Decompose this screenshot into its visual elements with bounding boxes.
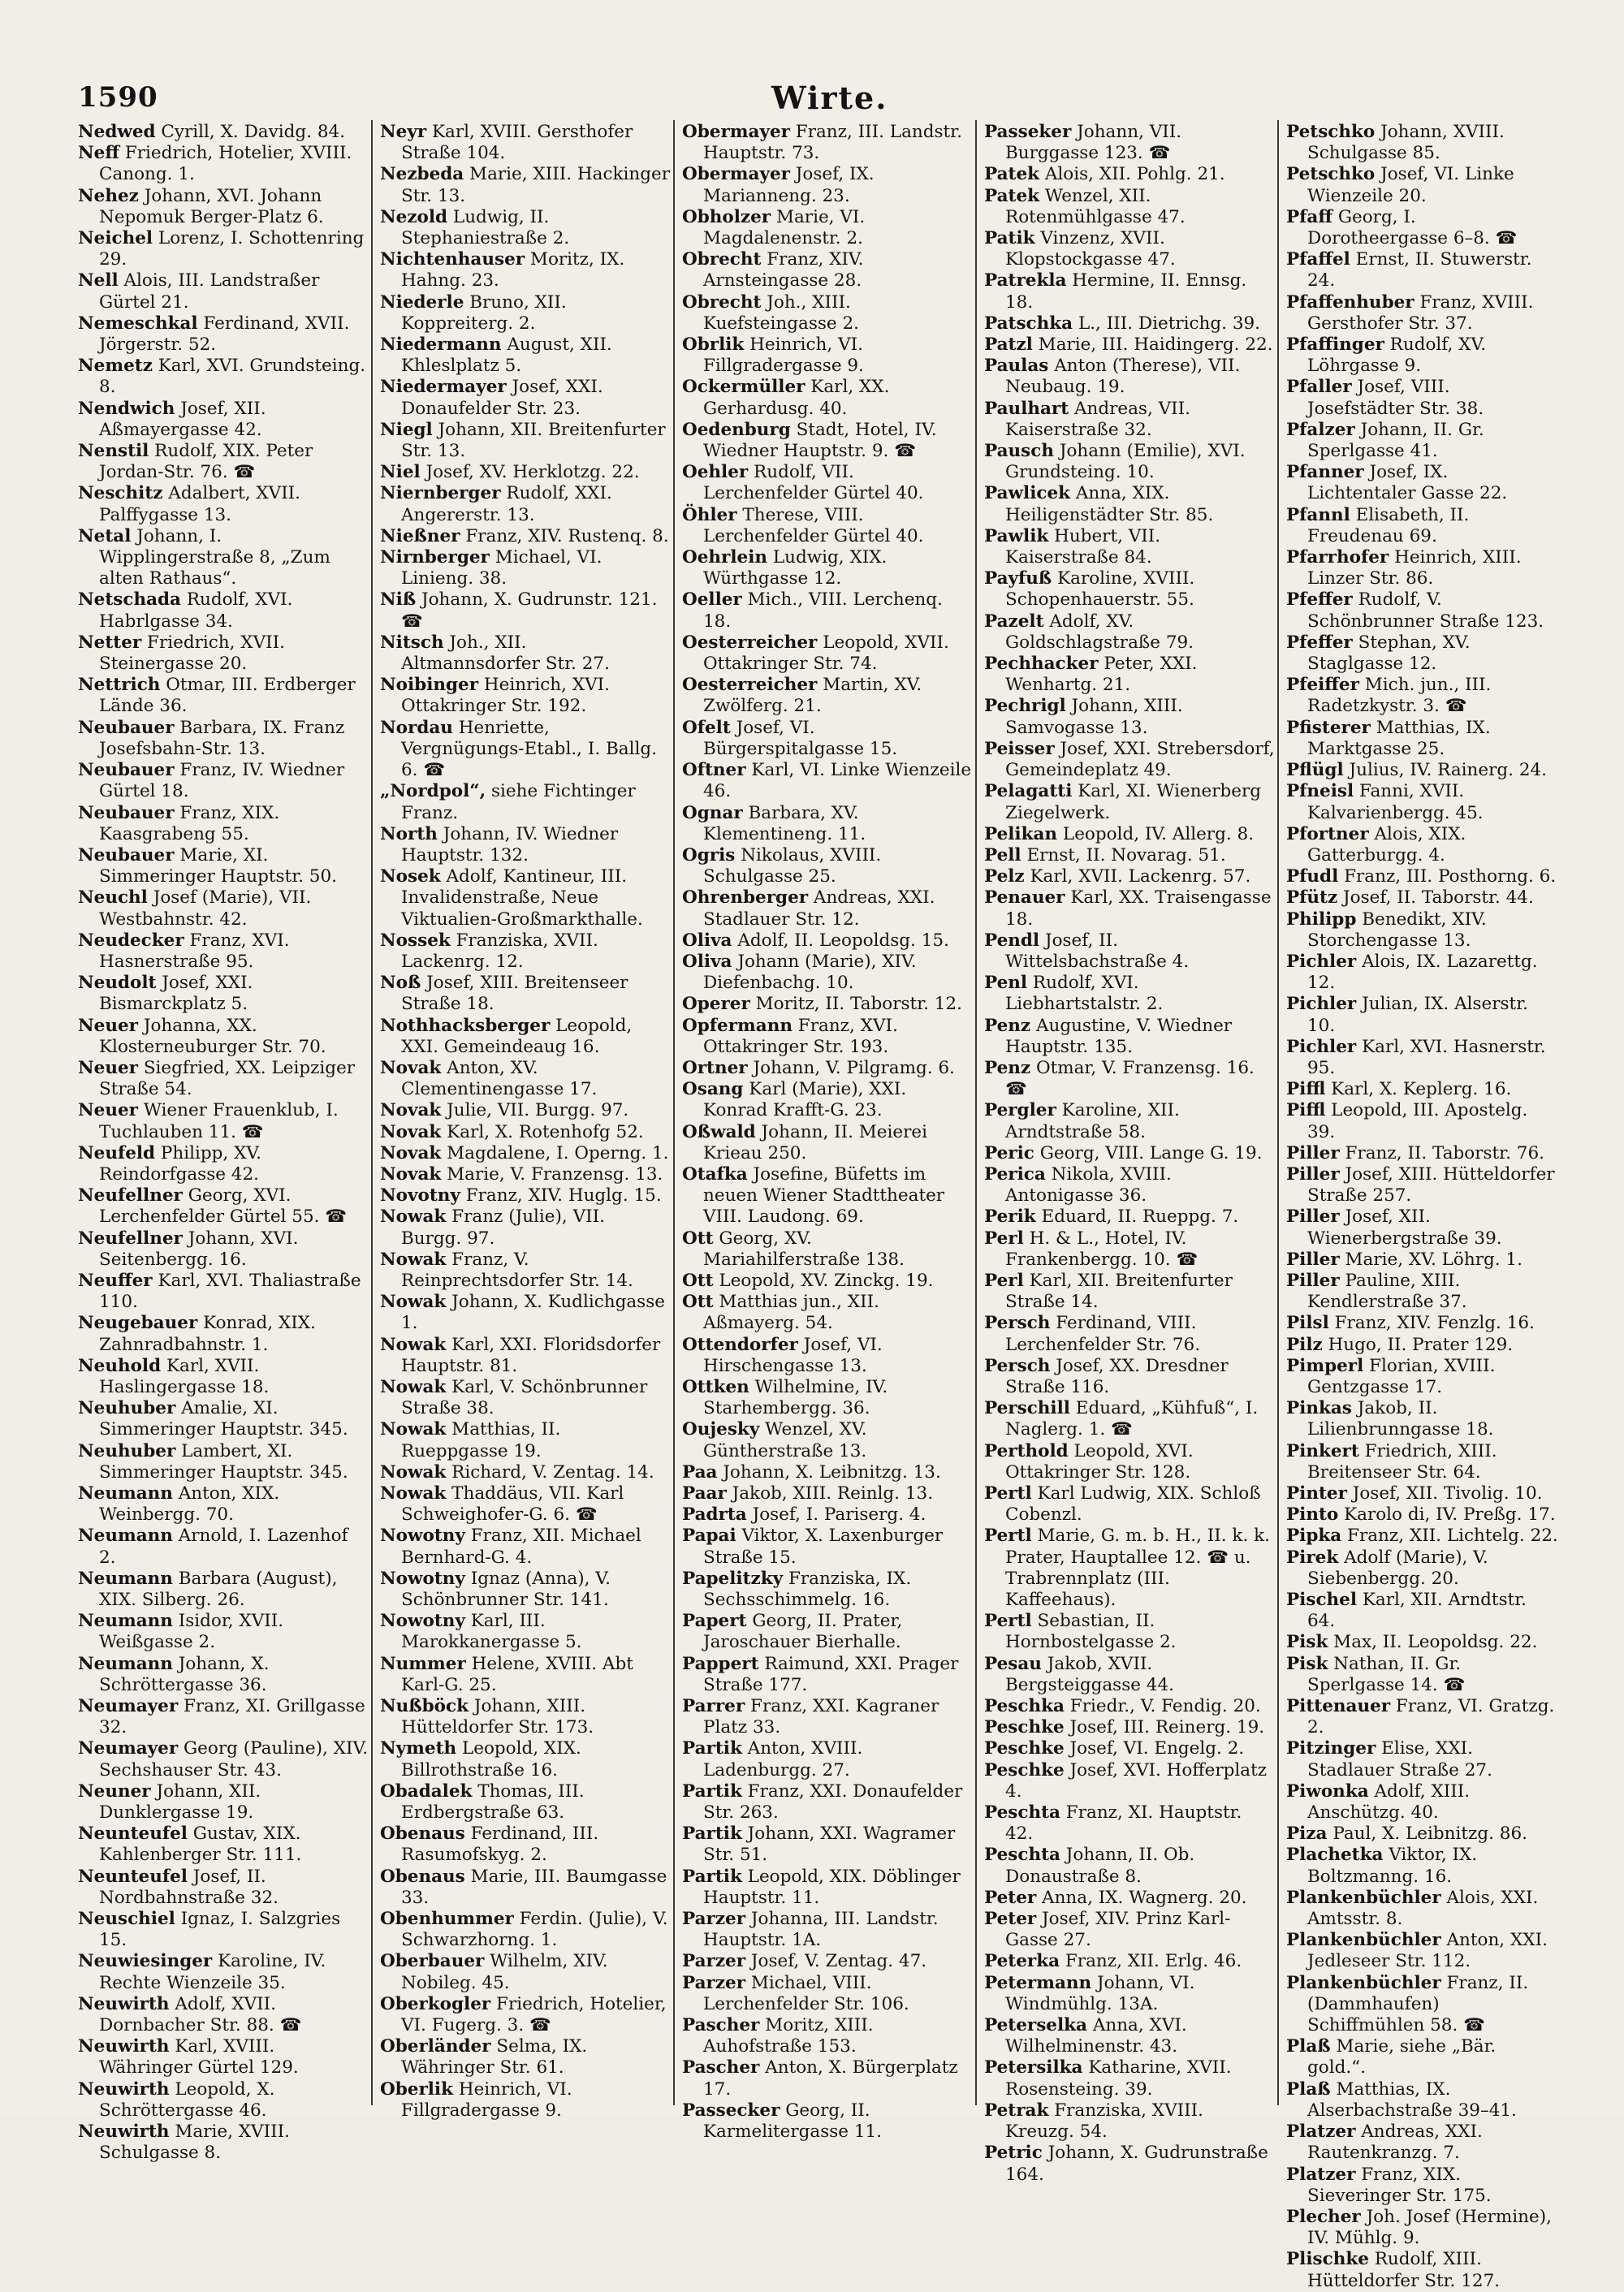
directory-entry: Plecher Joh. Josef (Hermine), IV. Mühlg. 9.	[1286, 2206, 1552, 2249]
directory-entry: Plaß Matthias, IX. Alserbachstraße 39–41.	[1286, 2078, 1517, 2121]
directory-entry: Niedermann August, XII. Khleslplatz 5.	[380, 335, 612, 377]
directory-column-4	[984, 122, 1275, 2185]
directory-entry: Oehrlein Ludwig, XIX. Würthgasse 12.	[682, 547, 888, 589]
directory-entry: Piller Josef, XIII. Hütteldorfer Straße 257.	[1286, 1163, 1555, 1206]
directory-entry: Perthold Leopold, XVI. Ottakringer Str. 128.	[984, 1440, 1194, 1483]
directory-entry: Peschta Franz, XI. Hauptstr. 42.	[984, 1802, 1242, 1845]
directory-entry: Passecker Georg, II. Karmelitergasse 11.	[682, 2100, 883, 2143]
directory-entry: Oberkogler Friedrich, Hotelier, VI. Fugerg. 3. ☎	[380, 1993, 667, 2036]
directory-entry: Pflügl Julius, IV. Rainerg. 24.	[1286, 760, 1548, 781]
directory-entry: Pfütz Josef, II. Taborstr. 44.	[1286, 887, 1534, 909]
directory-entry: Nowotny Franz, XII. Michael Bernhard-G. 4.	[380, 1526, 641, 1568]
directory-entry: Persch Ferdinand, VIII. Lerchenfelder Str. 76.	[984, 1313, 1201, 1355]
directory-entry: Ottken Wilhelmine, IV. Starhembergg. 36.	[682, 1376, 888, 1419]
directory-entry: Pelagatti Karl, XI. Wienerberg Ziegelwerk.	[984, 781, 1262, 823]
directory-entry: Niederle Bruno, XII. Koppreiterg. 2.	[380, 291, 567, 334]
directory-entry: Nendwich Josef, XII. Aßmayergasse 42.	[78, 398, 266, 440]
directory-entry: Pfudl Franz, III. Posthorng. 6.	[1286, 866, 1557, 887]
directory-entry: Neugebauer Konrad, XIX. Zahnradbahnstr. 1.	[78, 1313, 316, 1355]
directory-entry: Petric Johann, X. Gudrunstraße 164.	[984, 2143, 1268, 2185]
directory-entry: Parzer Josef, V. Zentag. 47.	[682, 1951, 927, 1972]
directory-entry: Plankenbüchler Franz, II. (Dammhaufen) Schiffmühlen 58. ☎	[1286, 1972, 1529, 2036]
directory-entry: Operer Moritz, II. Taborstr. 12.	[682, 994, 962, 1015]
directory-entry: Nehez Johann, XVI. Johann Nepomuk Berger-Platz 6.	[78, 185, 324, 227]
directory-entry: Novak Marie, V. Franzensg. 13.	[380, 1163, 663, 1185]
directory-entry: Perica Nikola, XVIII. Antonigasse 36.	[984, 1163, 1172, 1206]
directory-entry: Nießner Franz, XIV. Rustenq. 8.	[380, 525, 669, 546]
directory-entry: Oßwald Johann, II. Meierei Krieau 250.	[682, 1121, 927, 1163]
directory-entry: Passeker Johann, VII. Burggasse 123. ☎	[984, 122, 1182, 164]
directory-entry: Oberlik Heinrich, VI. Fillgradergasse 9.	[380, 2078, 572, 2121]
directory-entry: Nezold Ludwig, II. Stephaniestraße 2.	[380, 206, 570, 249]
directory-entry: Neunteufel Gustav, XIX. Kahlenberger Str. 111.	[78, 1824, 302, 1866]
directory-entry: Neumann Arnold, I. Lazenhof 2.	[78, 1526, 348, 1568]
directory-entry: Neuer Wiener Frauenklub, I. Tuchlauben 11. ☎	[78, 1100, 339, 1142]
directory-entry: Pilsl Franz, XIV. Fenzlg. 16.	[1286, 1313, 1535, 1334]
directory-column-3	[682, 122, 973, 2143]
directory-entry: Peschke Josef, III. Reinerg. 19.	[984, 1717, 1265, 1738]
directory-entry: Ofelt Josef, VI. Bürgerspitalgasse 15.	[682, 717, 898, 759]
directory-entry: Neubauer Barbara, IX. Franz Josefsbahn-Str. 13.	[78, 717, 345, 759]
directory-entry: Neuhold Karl, XVII. Haslingergasse 18.	[78, 1355, 270, 1397]
directory-entry: Pertl Marie, G. m. b. H., II. k. k. Prater, Hauptallee 12. ☎ u. Trabrennplatz (III. Kaffeehaus).	[984, 1526, 1270, 1611]
directory-entry: Pfaffinger Rudolf, XV. Löhrgasse 9.	[1286, 335, 1487, 377]
page-number: 1590	[78, 81, 158, 114]
directory-entry: Novak Anton, XV. Clementinengasse 17.	[380, 1057, 598, 1100]
directory-entry: Neuner Johann, XII. Dunklergasse 19.	[78, 1781, 261, 1824]
directory-entry: Papelitzky Franziska, IX. Sechsschimmelg. 16.	[682, 1568, 912, 1611]
directory-entry: Peric Georg, VIII. Lange G. 19.	[984, 1142, 1263, 1163]
directory-entry: Parrer Franz, XXI. Kagraner Platz 33.	[682, 1696, 939, 1738]
directory-entry: Pischel Karl, XII. Arndtstr. 64.	[1286, 1590, 1527, 1632]
directory-entry: Pechrigl Johann, XIII. Samvogasse 13.	[984, 696, 1183, 738]
directory-entry: Nowak Matthias, II. Rueppgasse 19.	[380, 1419, 561, 1461]
directory-entry: Pechhacker Peter, XXI. Wenhartg. 21.	[984, 654, 1198, 696]
directory-column-5	[1286, 122, 1559, 2291]
directory-entry: Petschko Johann, XVIII. Schulgasse 85.	[1286, 122, 1505, 164]
directory-entry: Pfannl Elisabeth, II. Freudenau 69.	[1286, 504, 1470, 546]
directory-entry: Neuchl Josef (Marie), VII. Westbahnstr. 42.	[78, 887, 312, 930]
directory-entry: Netal Johann, I. Wipplingerstraße 8, „Zum alten Rathaus“.	[78, 525, 330, 589]
directory-entry: Osang Karl (Marie), XXI. Konrad Krafft-G. 23.	[682, 1079, 907, 1121]
directory-entry: Neichel Lorenz, I. Schottenring 29.	[78, 228, 365, 270]
directory-entry: Pfisterer Matthias, IX. Marktgasse 25.	[1286, 717, 1491, 759]
directory-entry: Nowak Franz (Julie), VII. Burgg. 97.	[380, 1206, 605, 1249]
directory-entry: Pelikan Leopold, IV. Allerg. 8.	[984, 823, 1255, 844]
directory-entry: Nettrich Otmar, III. Erdberger Lände 36.	[78, 675, 356, 717]
directory-entry: Pilz Hugo, II. Prater 129.	[1286, 1334, 1514, 1355]
directory-entry: Partik Franz, XXI. Donaufelder Str. 263.	[682, 1781, 963, 1824]
directory-entry: Piza Paul, X. Leibnitzg. 86.	[1286, 1824, 1527, 1845]
directory-entry: Neudolt Josef, XXI. Bismarckplatz 5.	[78, 973, 253, 1015]
directory-column-2	[380, 122, 671, 2121]
directory-entry: Pascher Anton, X. Bürgerplatz 17.	[682, 2057, 958, 2100]
directory-entry: Peschka Friedr., V. Fendig. 20.	[984, 1696, 1261, 1717]
directory-entry: Paulhart Andreas, VII. Kaiserstraße 32.	[984, 398, 1190, 440]
directory-entry: Pfeffer Stephan, XV. Staglgasse 12.	[1286, 632, 1471, 675]
directory-entry: Oliva Johann (Marie), XIV. Diefenbachg. 10.	[682, 951, 917, 994]
directory-entry: Neuhuber Amalie, XI. Simmeringer Hauptstr. 345.	[78, 1398, 348, 1440]
directory-entry: Pelz Karl, XVII. Lackenrg. 57.	[984, 866, 1251, 887]
directory-entry: Pinkert Friedrich, XIII. Breitenseer Str. 64.	[1286, 1440, 1497, 1483]
directory-entry: Pinkas Jakob, II. Lilienbrunngasse 18.	[1286, 1398, 1494, 1440]
directory-entry: Penl Rudolf, XVI. Liebhartstalstr. 2.	[984, 973, 1164, 1015]
directory-entry: Neuwirth Leopold, X. Schröttergasse 46.	[78, 2078, 275, 2121]
directory-entry: Ott Leopold, XV. Zinckg. 19.	[682, 1270, 934, 1291]
directory-entry: Obenaus Marie, III. Baumgasse 33.	[380, 1866, 667, 1908]
directory-entry: Partik Anton, XVIII. Ladenburgg. 27.	[682, 1738, 863, 1781]
directory-entry: Niernberger Rudolf, XXI. Angererstr. 13.	[380, 483, 612, 525]
directory-entry: Neff Friedrich, Hotelier, XVIII. Canong. 1.	[78, 143, 352, 185]
directory-entry: Pitzinger Elise, XXI. Stadlauer Straße 27.	[1286, 1738, 1492, 1781]
directory-entry: Perl Karl, XII. Breitenfurter Straße 14.	[984, 1270, 1233, 1313]
directory-entry: Plaß Marie, siehe „Bär. gold.“.	[1286, 2036, 1497, 2078]
directory-entry: Neuhuber Lambert, XI. Simmeringer Hauptstr. 345.	[78, 1440, 348, 1483]
directory-entry: Obholzer Marie, VI. Magdalenenstr. 2.	[682, 206, 866, 249]
directory-entry: Ockermüller Karl, XX. Gerhardusg. 40.	[682, 377, 890, 419]
directory-entry: Pfneisl Fanni, XVII. Kalvarienbergg. 45.	[1286, 781, 1484, 823]
directory-entry: Niß Johann, X. Gudrunstr. 121. ☎	[380, 589, 658, 632]
directory-entry: Patik Vinzenz, XVII. Klopstockgasse 47.	[984, 228, 1176, 270]
directory-entry: Petschko Josef, VI. Linke Wienzeile 20.	[1286, 164, 1514, 206]
directory-entry: Oftner Karl, VI. Linke Wienzeile 46.	[682, 760, 972, 802]
directory-entry: Papert Georg, II. Prater, Jaroschauer Bierhalle.	[682, 1611, 903, 1653]
directory-entry: Netschada Rudolf, XVI. Habrlgasse 34.	[78, 589, 293, 632]
directory-entry: Nenstil Rudolf, XIX. Peter Jordan-Str. 76. ☎	[78, 441, 313, 483]
column-rule	[371, 120, 373, 2105]
directory-entry: Pfeiffer Mich. jun., III. Radetzkystr. 3. ☎	[1286, 675, 1492, 717]
directory-entry: Nordau Henriette, Vergnügungs-Etabl., I. Ballg. 6. ☎	[380, 717, 657, 781]
directory-entry: Obadalek Thomas, III. Erdbergstraße 63.	[380, 1781, 585, 1824]
directory-entry: Parzer Johanna, III. Landstr. Hauptstr. 1A.	[682, 1909, 939, 1951]
directory-entry: Nowak Thaddäus, VII. Karl Schweighofer-G. 6. ☎	[380, 1483, 624, 1526]
directory-entry: Pirek Adolf (Marie), V. Siebenbergg. 20.	[1286, 1547, 1488, 1589]
directory-entry: Peterka Franz, XII. Erlg. 46.	[984, 1951, 1242, 1972]
directory-entry: Öhler Therese, VIII. Lerchenfelder Gürtel 40.	[682, 504, 924, 546]
directory-entry: Oliva Adolf, II. Leopoldsg. 15.	[682, 930, 949, 951]
directory-entry: Pawlicek Anna, XIX. Heiligenstädter Str. 85.	[984, 483, 1214, 525]
directory-entry: Pisk Nathan, II. Gr. Sperlgasse 14. ☎	[1286, 1653, 1466, 1695]
directory-entry: Petrak Franziska, XVIII. Kreuzg. 54.	[984, 2100, 1203, 2143]
directory-entry: Pertl Karl Ludwig, XIX. Schloß Cobenzl.	[984, 1483, 1261, 1526]
directory-entry: Pertl Sebastian, II. Hornbostelgasse 2.	[984, 1611, 1177, 1653]
directory-entry: Nowak Karl, V. Schönbrunner Straße 38.	[380, 1376, 648, 1419]
directory-entry: Novak Karl, X. Rotenhofg 52.	[380, 1121, 644, 1142]
directory-entry: Oesterreicher Martin, XV. Zwölferg. 21.	[682, 675, 922, 717]
directory-entry: Neuwirth Adolf, XVII. Dornbacher Str. 88. ☎	[78, 1993, 302, 2036]
directory-column-1	[78, 122, 369, 2164]
directory-entry: Nemetz Karl, XVI. Grundsteing. 8.	[78, 356, 366, 398]
directory-entry: Nowak Richard, V. Zentag. 14.	[380, 1461, 654, 1483]
directory-entry: Novotny Franz, XIV. Huglg. 15.	[380, 1185, 662, 1206]
directory-entry: Obrecht Franz, XIV. Arnsteingasse 28.	[682, 249, 864, 291]
directory-entry: Neufellner Johann, XVI. Seitenbergg. 16.	[78, 1228, 299, 1270]
directory-entry: Penz Augustine, V. Wiedner Hauptstr. 135.	[984, 1015, 1233, 1057]
directory-entry: Parzer Michael, VIII. Lerchenfelder Str. 106.	[682, 1972, 909, 2014]
directory-entry: Pinter Josef, XII. Tivolig. 10.	[1286, 1483, 1543, 1504]
directory-entry: Obermayer Josef, IX. Marianneng. 23.	[682, 164, 875, 206]
directory-entry: Nowak Franz, V. Reinprechtsdorfer Str. 14.	[380, 1249, 633, 1291]
directory-entry: Papai Viktor, X. Laxenburger Straße 15.	[682, 1526, 944, 1568]
directory-entry: Peisser Josef, XXI. Strebersdorf, Gemeindeplatz 49.	[984, 738, 1275, 781]
directory-entry: Nichtenhauser Moritz, IX. Hahng. 23.	[380, 249, 625, 291]
directory-entry: Ortner Johann, V. Pilgramg. 6.	[682, 1057, 955, 1078]
directory-entry: Pappert Raimund, XXI. Prager Straße 177.	[682, 1653, 959, 1695]
directory-entry: Nummer Helene, XVIII. Abt Karl-G. 25.	[380, 1653, 633, 1695]
directory-entry: Paa Johann, X. Leibnitzg. 13.	[682, 1461, 941, 1483]
directory-entry: Neumann Johann, X. Schröttergasse 36.	[78, 1653, 270, 1695]
directory-entry: Pichler Alois, IX. Lazarettg. 12.	[1286, 951, 1538, 994]
directory-entry: Pesau Jakob, XVII. Bergsteiggasse 44.	[984, 1653, 1174, 1695]
directory-entry: Persch Josef, XX. Dresdner Straße 116.	[984, 1355, 1229, 1397]
directory-entry: Ott Georg, XV. Mariahilferstraße 138.	[682, 1228, 905, 1270]
directory-entry: Platzer Andreas, XXI. Rautenkranzg. 7.	[1286, 2122, 1483, 2164]
directory-entry: Patek Wenzel, XII. Rotenmühlgasse 47.	[984, 185, 1186, 227]
directory-entry: Peter Anna, IX. Wagnerg. 20.	[984, 1887, 1247, 1908]
directory-entry: Nymeth Leopold, XIX. Billrothstraße 16.	[380, 1738, 581, 1781]
directory-entry: Pendl Josef, II. Wittelsbachstraße 4.	[984, 930, 1190, 972]
directory-entry: Pergler Karoline, XII. Arndtstraße 58.	[984, 1100, 1180, 1142]
directory-entry: Oberländer Selma, IX. Währinger Str. 61.	[380, 2036, 588, 2078]
directory-entry: Obrecht Joh., XIII. Kuefsteingasse 2.	[682, 291, 859, 334]
directory-entry: Oeller Mich., VIII. Lerchenq. 18.	[682, 589, 943, 632]
directory-entry: Nitsch Joh., XII. Altmannsdorfer Str. 27.	[380, 632, 610, 675]
directory-entry: Pisk Max, II. Leopoldsg. 22.	[1286, 1632, 1538, 1653]
directory-entry: Pichler Julian, IX. Alserstr. 10.	[1286, 994, 1528, 1036]
directory-entry: Nowak Johann, X. Kudlichgasse 1.	[380, 1292, 665, 1334]
directory-entry: Partik Johann, XXI. Wagramer Str. 51.	[682, 1824, 956, 1866]
directory-entry: Neumayer Georg (Pauline), XIV. Sechshauser Str. 43.	[78, 1738, 369, 1781]
directory-entry: Plischke Rudolf, XIII. Hütteldorfer Str. 127.	[1286, 2249, 1501, 2291]
directory-entry: Piwonka Adolf, XIII. Anschützg. 40.	[1286, 1781, 1471, 1824]
directory-entry: Niegl Johann, XII. Breitenfurter Str. 13.	[380, 419, 666, 462]
directory-entry: Pausch Johann (Emilie), XVI. Grundsteing. 10.	[984, 441, 1246, 483]
directory-entry: Neumann Isidor, XVII. Weißgasse 2.	[78, 1611, 284, 1653]
directory-entry: Neubauer Franz, IV. Wiedner Gürtel 18.	[78, 760, 345, 802]
column-rule	[1277, 120, 1279, 2105]
directory-entry: Pipka Franz, XII. Lichtelg. 22.	[1286, 1526, 1558, 1547]
directory-entry: Nowotny Karl, III. Marokkanergasse 5.	[380, 1611, 582, 1653]
directory-entry: Patrekla Hermine, II. Ennsg. 18.	[984, 270, 1247, 313]
directory-entry: Pfaffenhuber Franz, XVIII. Gersthofer Str. 37.	[1286, 291, 1534, 334]
directory-entry: Nothhacksberger Leopold, XXI. Gemeindeaug 16.	[380, 1015, 633, 1057]
directory-entry: Pichler Karl, XVI. Hasnerstr. 95.	[1286, 1036, 1546, 1078]
directory-entry: Petersilka Katharine, XVII. Rosensteing. 39.	[984, 2057, 1232, 2100]
directory-entry: Neubauer Franz, XIX. Kaasgrabeng 55.	[78, 802, 280, 844]
directory-entry: Oberbauer Wilhelm, XIV. Nobileg. 45.	[380, 1951, 608, 1993]
directory-entry: Paar Jakob, XIII. Reinlg. 13.	[682, 1483, 934, 1504]
directory-entry: Neubauer Marie, XI. Simmeringer Hauptstr. 50.	[78, 844, 337, 887]
directory-entry: Pfalzer Johann, II. Gr. Sperlgasse 41.	[1286, 419, 1484, 462]
directory-entry: Neuer Siegfried, XX. Leipziger Straße 54.	[78, 1057, 356, 1100]
directory-entry: Neumann Barbara (August), XIX. Silberg. 26.	[78, 1568, 338, 1611]
directory-entry: Pfaffel Ernst, II. Stuwerstr. 24.	[1286, 249, 1532, 291]
directory-entry: Philipp Benedikt, XIV. Storchengasse 13.	[1286, 909, 1487, 951]
directory-entry: Neumayer Franz, XI. Grillgasse 32.	[78, 1696, 365, 1738]
directory-entry: Ott Matthias jun., XII. Aßmayerg. 54.	[682, 1292, 879, 1334]
directory-entry: Patschka L., III. Dietrichg. 39.	[984, 313, 1261, 334]
directory-entry: Nezbeda Marie, XIII. Hackinger Str. 13.	[380, 164, 671, 206]
directory-entry: Patek Alois, XII. Pohlg. 21.	[984, 164, 1225, 185]
directory-entry: Piller Josef, XII. Wienerbergstraße 39.	[1286, 1206, 1502, 1249]
directory-entry: Obenaus Ferdinand, III. Rasumofskyg. 2.	[380, 1824, 599, 1866]
directory-entry: Nußböck Johann, XIII. Hütteldorfer Str. 173.	[380, 1696, 594, 1738]
directory-entry: Obermayer Franz, III. Landstr. Hauptstr. 73.	[682, 122, 962, 164]
directory-entry: Pfaller Josef, VIII. Josefstädter Str. 38.	[1286, 377, 1484, 419]
directory-entry: Neuwirth Karl, XVIII. Währinger Gürtel 129.	[78, 2036, 299, 2078]
directory-entry: Neuer Johanna, XX. Klosterneuburger Str. 70.	[78, 1015, 326, 1057]
directory-entry: Ognar Barbara, XV. Klementineng. 11.	[682, 802, 866, 844]
column-rule	[975, 120, 977, 2105]
directory-entry: Neuwirth Marie, XVIII. Schulgasse 8.	[78, 2122, 290, 2164]
directory-entry: Perschill Eduard, „Kühfuß“, I. Naglerg. 1. ☎	[984, 1398, 1259, 1440]
directory-entry: Opfermann Franz, XVI. Ottakringer Str. 193.	[682, 1015, 898, 1057]
directory-entry: Nedwed Cyrill, X. Davidg. 84.	[78, 122, 346, 142]
directory-entry: Perik Eduard, II. Rueppg. 7.	[984, 1206, 1239, 1228]
directory-entry: Noibinger Heinrich, XVI. Ottakringer Str. 192.	[380, 675, 610, 717]
directory-entry: Neumann Anton, XIX. Weinbergg. 70.	[78, 1483, 280, 1526]
directory-entry: Neunteufel Josef, II. Nordbahnstraße 32.	[78, 1866, 279, 1908]
directory-entry: Pascher Moritz, XIII. Auhofstraße 153.	[682, 2015, 874, 2057]
directory-entry: Otafka Josefine, Büfetts im neuen Wiener Stadttheater VIII. Laudong. 69.	[682, 1163, 945, 1228]
directory-entry: Oesterreicher Leopold, XVII. Ottakringer Str. 74.	[682, 632, 949, 675]
directory-entry: Partik Leopold, XIX. Döblinger Hauptstr. 11.	[682, 1866, 961, 1908]
directory-entry: Pfanner Josef, IX. Lichtentaler Gasse 22.	[1286, 462, 1508, 504]
directory-entry: Peschta Johann, II. Ob. Donaustraße 8.	[984, 1845, 1195, 1887]
directory-entry: Neuffer Karl, XVI. Thaliastraße 110.	[78, 1270, 361, 1313]
directory-entry: Pfortner Alois, XIX. Gatterburgg. 4.	[1286, 823, 1466, 865]
directory-entry: Ottendorfer Josef, VI. Hirschengasse 13.	[682, 1334, 883, 1376]
directory-entry: Pfeffer Rudolf, V. Schönbrunner Straße 123.	[1286, 589, 1544, 632]
directory-entry: Oehler Rudolf, VII. Lerchenfelder Gürtel 40.	[682, 462, 924, 504]
directory-entry: Piller Marie, XV. Löhrg. 1.	[1286, 1249, 1522, 1270]
directory-entry: Piffl Karl, X. Keplerg. 16.	[1286, 1079, 1512, 1100]
directory-entry: Nowotny Ignaz (Anna), V. Schönbrunner Str. 141.	[380, 1568, 611, 1611]
directory-entry: Noß Josef, XIII. Breitenseer Straße 18.	[380, 973, 628, 1015]
directory-entry: Piller Franz, II. Taborstr. 76.	[1286, 1142, 1544, 1163]
directory-entry: Nell Alois, III. Landstraßer Gürtel 21.	[78, 270, 320, 313]
directory-entry: Pfarrhofer Heinrich, XIII. Linzer Str. 86.	[1286, 547, 1522, 589]
directory-entry: Pimperl Florian, XVIII. Gentzgasse 17.	[1286, 1355, 1496, 1397]
directory-entry: Pinto Karolo di, IV. Preßg. 17.	[1286, 1504, 1556, 1526]
directory-entry: Payfuß Karoline, XVIII. Schopenhauerstr. 55.	[984, 568, 1195, 611]
directory-entry: Neyr Karl, XVIII. Gersthofer Straße 104.	[380, 122, 633, 164]
directory-entry: Peterselka Anna, XVI. Wilhelminenstr. 43.	[984, 2015, 1187, 2057]
directory-entry: Nosek Adolf, Kantineur, III. Invalidenstraße, Neue Viktualien-Großmarkthalle.	[380, 866, 643, 930]
directory-entry: Niel Josef, XV. Herklotzg. 22.	[380, 462, 640, 483]
column-rule	[673, 120, 675, 2105]
directory-entry: North Johann, IV. Wiedner Hauptstr. 132.	[380, 823, 619, 865]
directory-entry: Patzl Marie, III. Haidingerg. 22.	[984, 335, 1273, 356]
directory-entry: Novak Julie, VII. Burgg. 97.	[380, 1100, 629, 1121]
directory-entry: Paulas Anton (Therese), VII. Neubaug. 19.	[984, 356, 1241, 398]
directory-entry: Nirnberger Michael, VI. Linieng. 38.	[380, 547, 603, 589]
directory-entry: Pawlik Hubert, VII. Kaiserstraße 84.	[984, 525, 1161, 568]
directory-entry: Pittenauer Franz, VI. Gratzg. 2.	[1286, 1696, 1555, 1738]
directory-entry: Niedermayer Josef, XXI. Donaufelder Str. 23.	[380, 377, 603, 419]
directory-entry: Nossek Franziska, XVII. Lackenrg. 12.	[380, 930, 598, 972]
directory-entry: Nemeschkal Ferdinand, XVII. Jörgerstr. 52.	[78, 313, 350, 356]
directory-entry: Oujesky Wenzel, XV. Güntherstraße 13.	[682, 1419, 867, 1461]
directory-entry: Perl H. & L., Hotel, IV. Frankenbergg. 10. ☎	[984, 1228, 1199, 1270]
directory-entry: Plankenbüchler Alois, XXI. Amtsstr. 8.	[1286, 1887, 1539, 1930]
directory-entry: Ohrenberger Andreas, XXI. Stadlauer Str. 12.	[682, 887, 935, 930]
directory-entry: Petermann Johann, VI. Windmühlg. 13A.	[984, 1972, 1195, 2014]
directory-entry: Peschke Josef, VI. Engelg. 2.	[984, 1738, 1245, 1759]
directory-entry: Peschke Josef, XVI. Hofferplatz 4.	[984, 1759, 1268, 1802]
directory-entry: Oedenburg Stadt, Hotel, IV. Wiedner Hauptstr. 9. ☎	[682, 419, 937, 462]
directory-entry: Pfaff Georg, I. Dorotheergasse 6–8. ☎	[1286, 206, 1518, 249]
directory-entry: Plachetka Viktor, IX. Boltzmanng. 16.	[1286, 1845, 1478, 1887]
directory-entry: Penauer Karl, XX. Traisengasse 18.	[984, 887, 1272, 930]
directory-entry: Neschitz Adalbert, XVII. Palffygasse 13.	[78, 483, 301, 525]
running-head: Wirte.	[771, 80, 888, 116]
directory-entry: Neufellner Georg, XVI. Lerchenfelder Gürtel 55. ☎	[78, 1185, 348, 1228]
directory-entry: Neudecker Franz, XVI. Hasnerstraße 95.	[78, 930, 290, 972]
directory-entry: Ogris Nikolaus, XVIII. Schulgasse 25.	[682, 844, 882, 887]
directory-entry: Obenhummer Ferdin. (Julie), V. Schwarzhorng. 1.	[380, 1909, 668, 1951]
directory-entry: Nowak Karl, XXI. Floridsdorfer Hauptstr. 81.	[380, 1334, 661, 1376]
directory-entry: Plankenbüchler Anton, XXI. Jedleseer Str. 112.	[1286, 1930, 1548, 1972]
directory-entry: Novak Magdalene, I. Operng. 1.	[380, 1142, 669, 1163]
directory-entry: Piffl Leopold, III. Apostelg. 39.	[1286, 1100, 1528, 1142]
directory-entry: „Nordpol“, siehe Fichtinger Franz.	[380, 781, 636, 823]
directory-entry: Obrlik Heinrich, VI. Fillgradergasse 9.	[682, 335, 864, 377]
directory-entry: Pell Ernst, II. Novarag. 51.	[984, 844, 1226, 865]
directory-entry: Neufeld Philipp, XV. Reindorfgasse 42.	[78, 1142, 261, 1185]
directory-entry: Pazelt Adolf, XV. Goldschlagstraße 79.	[984, 611, 1194, 653]
directory-entry: Neuwiesinger Karoline, IV. Rechte Wienzeile 35.	[78, 1951, 326, 1993]
directory-entry: Penz Otmar, V. Franzensg. 16. ☎	[984, 1057, 1255, 1100]
directory-entry: Piller Pauline, XIII. Kendlerstraße 37.	[1286, 1270, 1467, 1313]
directory-entry: Netter Friedrich, XVII. Steinergasse 20.	[78, 632, 285, 675]
directory-entry: Peter Josef, XIV. Prinz Karl-Gasse 27.	[984, 1909, 1231, 1951]
directory-entry: Platzer Franz, XIX. Sieveringer Str. 175.	[1286, 2164, 1492, 2206]
directory-entry: Neuschiel Ignaz, I. Salzgries 15.	[78, 1909, 341, 1951]
directory-entry: Padrta Josef, I. Pariserg. 4.	[682, 1504, 926, 1526]
